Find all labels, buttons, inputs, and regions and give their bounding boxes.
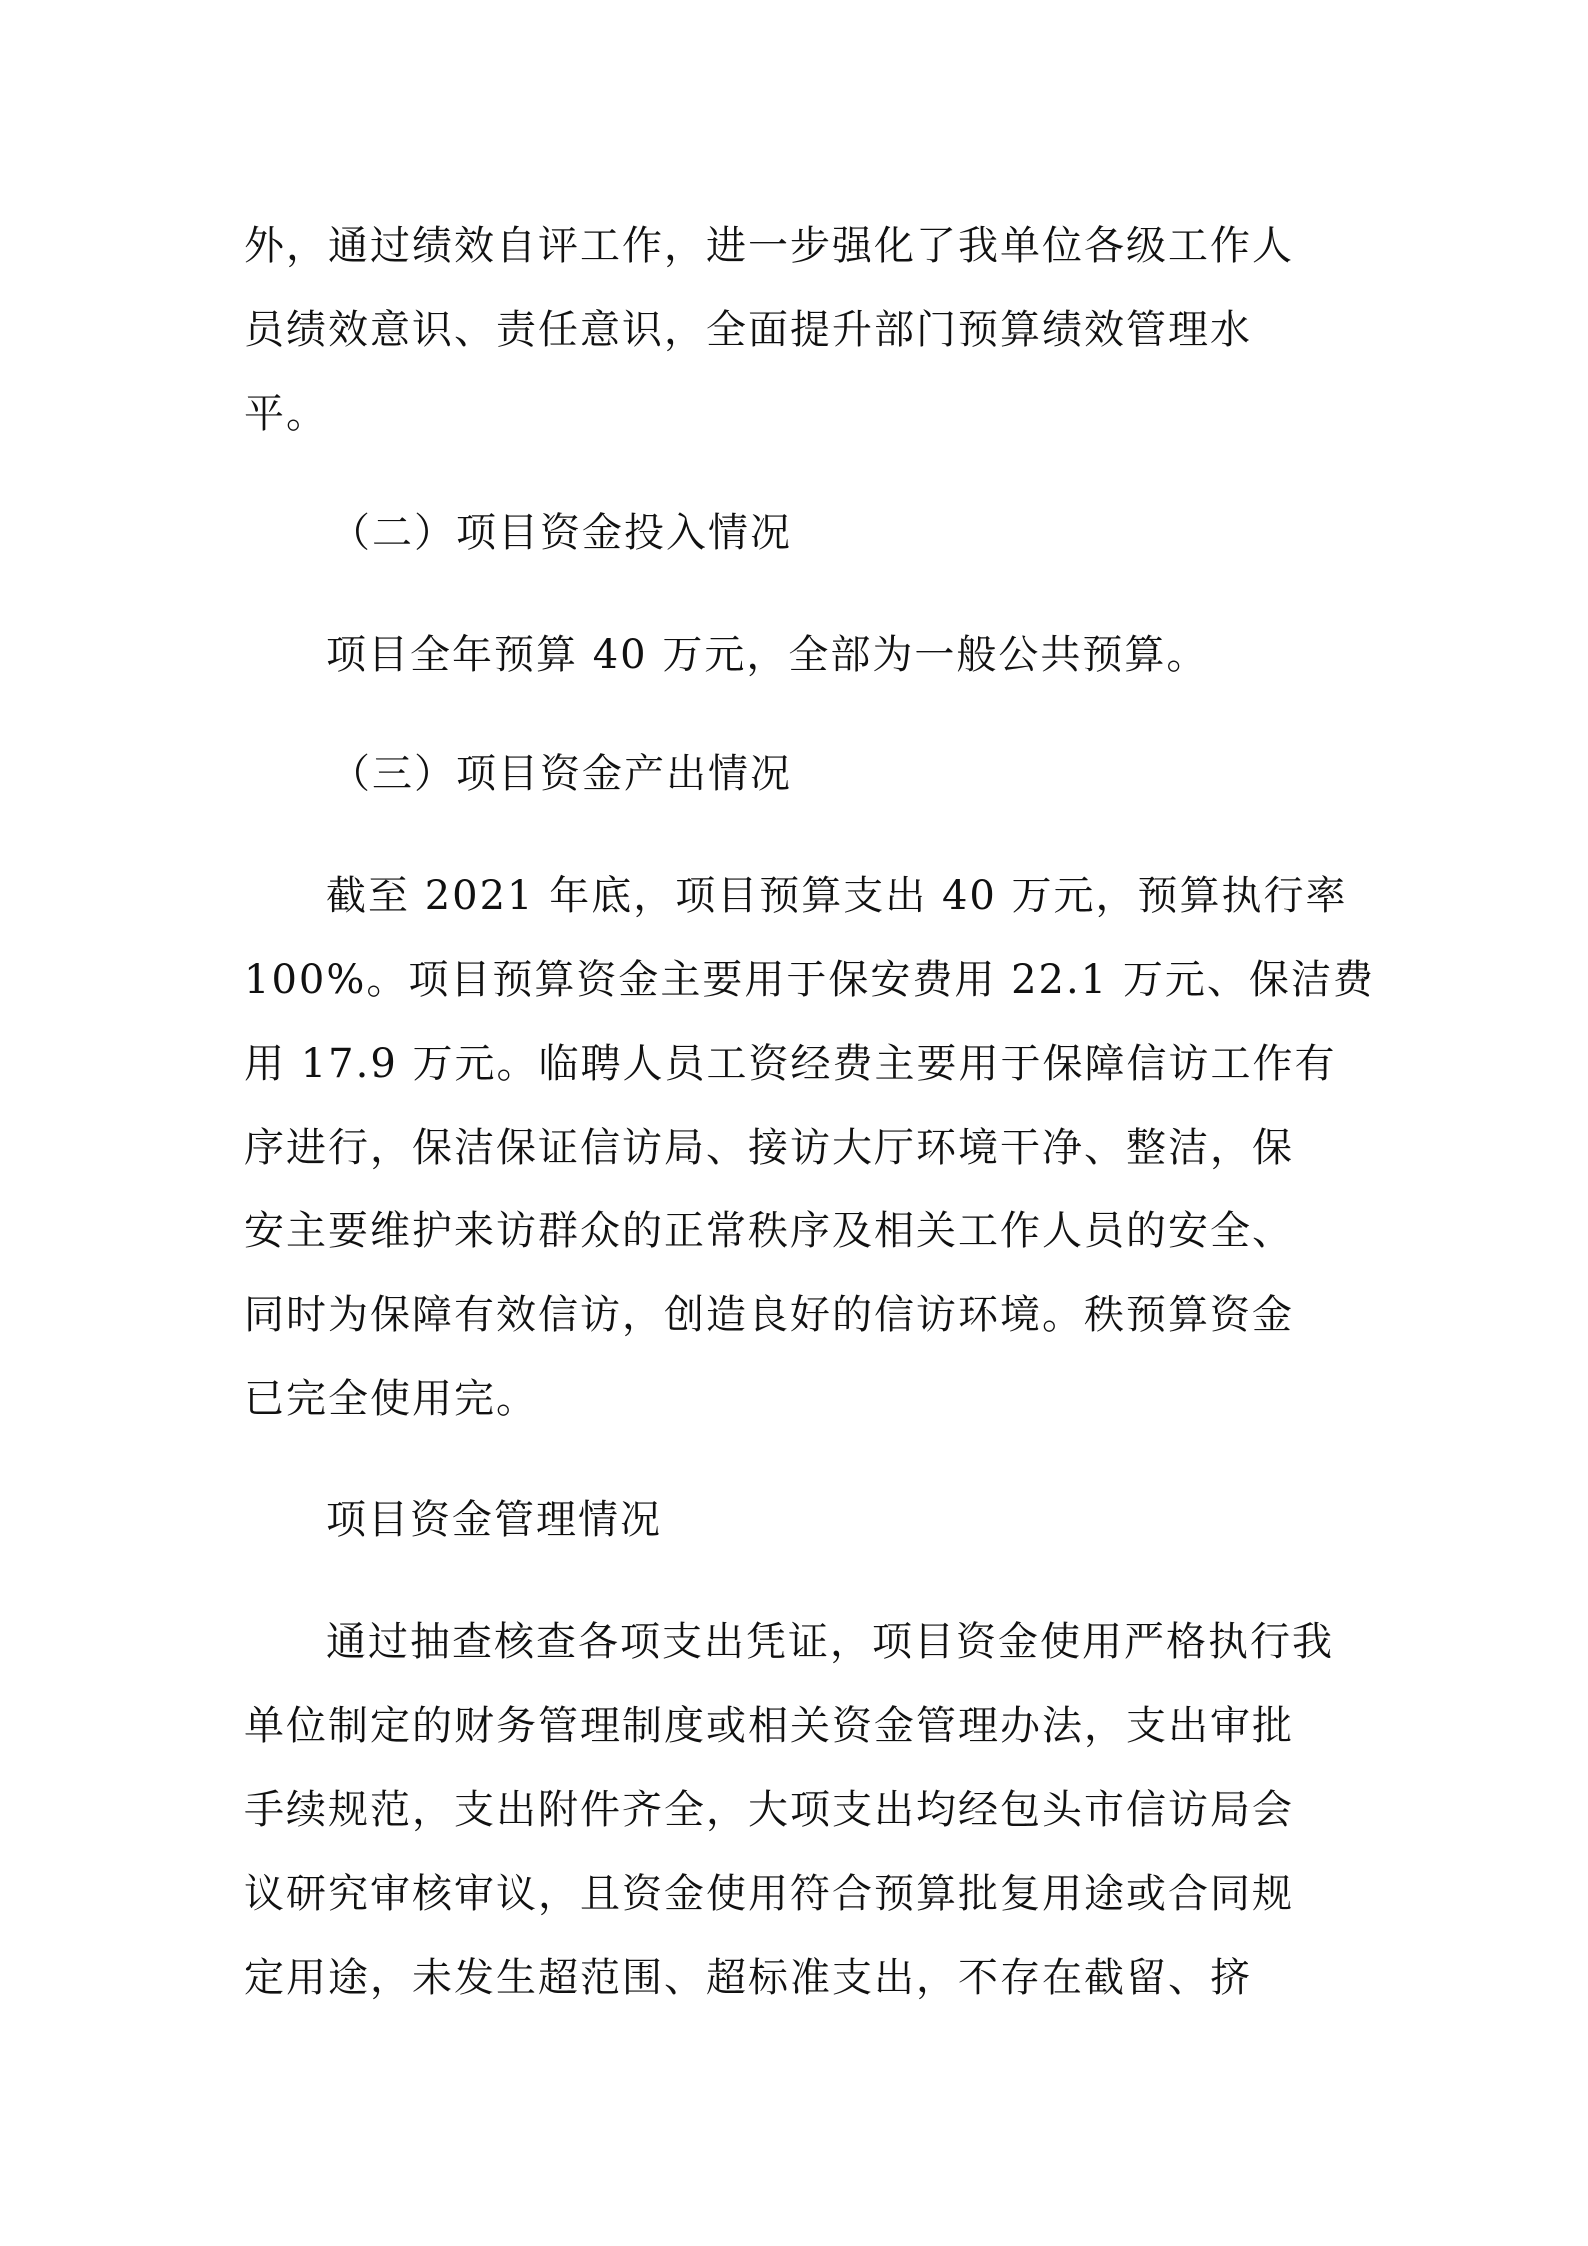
paragraph-3-line-4: 序进行，保洁保证信访局、接访大厅环境干净、整洁，保 [244,1125,1294,1171]
section-heading-output: （三）项目资金产出情况 [330,751,792,797]
paragraph-2: 项目全年预算 40 万元，全部为一般公共预算。 [326,632,1209,678]
paragraph-4-line-1: 通过抽查核查各项支出凭证，项目资金使用严格执行我 [326,1619,1334,1665]
paragraph-4-line-3: 手续规范，支出附件齐全，大项支出均经包头市信访局会 [244,1787,1294,1833]
paragraph-3-line-7: 已完全使用完。 [244,1376,538,1422]
paragraph-1-line-2: 员绩效意识、责任意识，全面提升部门预算绩效管理水 [244,307,1252,353]
paragraph-3-line-6: 同时为保障有效信访，创造良好的信访环境。秩预算资金 [244,1292,1294,1338]
paragraph-4-line-2: 单位制定的财务管理制度或相关资金管理办法，支出审批 [244,1703,1294,1749]
paragraph-3-line-3: 用 17.9 万元。临聘人员工资经费主要用于保障信访工作有 [244,1041,1337,1087]
paragraph-3-line-5: 安主要维护来访群众的正常秩序及相关工作人员的安全、 [244,1208,1294,1254]
paragraph-4-line-5: 定用途，未发生超范围、超标准支出，不存在截留、挤 [244,1955,1252,2001]
paragraph-3-line-2: 100%。项目预算资金主要用于保安费用 22.1 万元、保洁费 [244,957,1375,1003]
section-heading-investment: （二）项目资金投入情况 [330,510,792,556]
paragraph-4-line-4: 议研究审核审议，且资金使用符合预算批复用途或合同规 [244,1871,1294,1917]
section-heading-management: 项目资金管理情况 [326,1497,662,1543]
paragraph-1-line-1: 外，通过绩效自评工作，进一步强化了我单位各级工作人 [244,223,1294,269]
paragraph-3-line-1: 截至 2021 年底，项目预算支出 40 万元，预算执行率 [326,873,1348,919]
paragraph-1-line-3: 平。 [244,391,328,437]
